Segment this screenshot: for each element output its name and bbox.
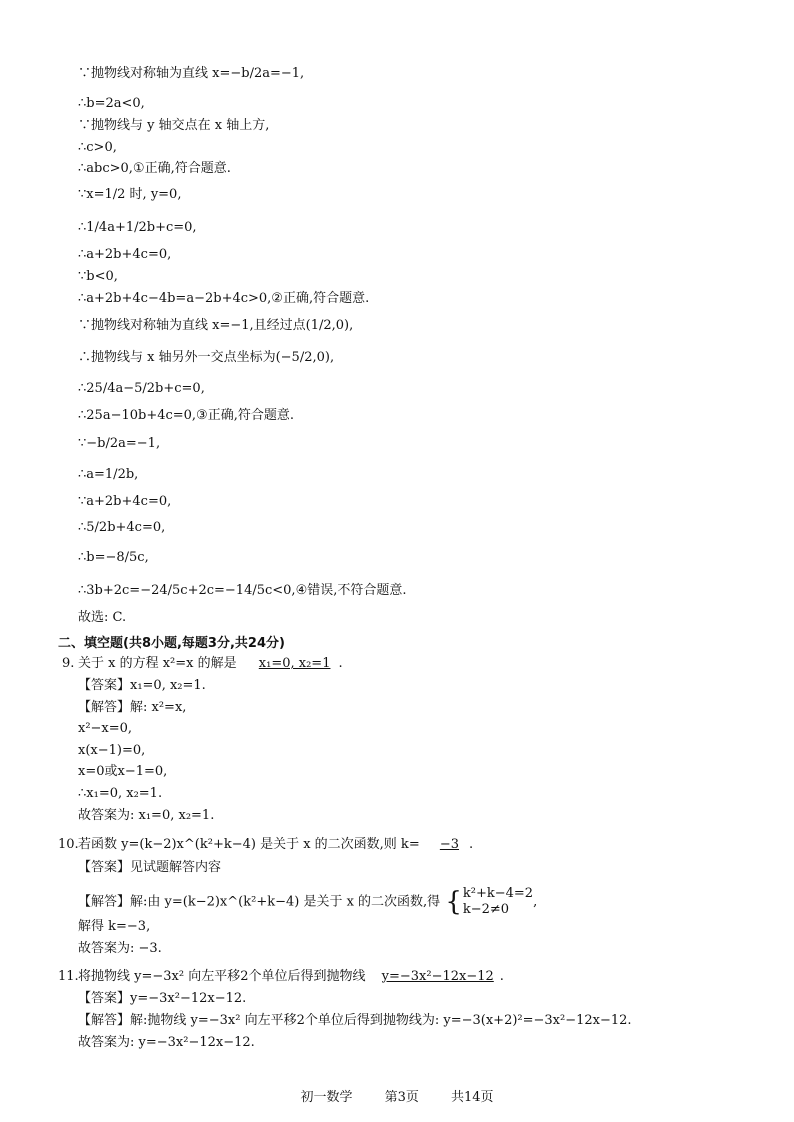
question-11-blank: y=−3x²−12x−12 [381,969,494,984]
solution-line-10: ∴a+2b+4c−4b=a−2b+4c>0,②正确,符合题意. [78,291,370,306]
system-equation-2: k−2≠0 [462,902,510,917]
question-11-answer: 【答案】y=−3x²−12x−12. [78,991,247,1006]
question-9-stem: 关于 x 的方程 x²=x 的解是 x₁=0, x₂=1 . [78,656,343,671]
section-title: 二、填空题(共8小题,每题3分,共24分) [58,636,285,651]
solution-line-13: ∴25/4a−5/2b+c=0, [78,381,205,396]
question-10-solution-1: 【解答】解:由 y=(k−2)x^(k²+k−4) 是关于 x 的二次函数,得 { k²+k−4=2 k−2≠0 , [78,886,538,917]
question-11-number: 11. [58,969,79,984]
footer-page: 第3页 [384,1090,419,1105]
solution-line-1: ∵抛物线对称轴为直线 x=−b/2a=−1, [78,66,305,81]
question-10-number: 10. [58,837,79,852]
question-9-solution-1: 【解答】解: x²=x, [78,700,187,715]
question-10-answer: 【答案】见试题解答内容 [78,860,222,875]
system-equation-1: k²+k−4=2 [462,886,534,901]
question-11-solution-1: 【解答】解:抛物线 y=−3x² 向左平移2个单位后得到抛物线为: y=−3(x+2)²=−3x²−12x−12. [78,1013,632,1028]
page-footer [0,1086,794,1105]
solution-line-19: ∴b=−8/5c, [78,550,149,565]
solution-line-2: ∴b=2a<0, [78,96,145,111]
solution-line-12: ∴抛物线与 x 轴另外一交点坐标为(−5/2,0), [78,350,335,365]
question-10-solution-3: 故答案为: −3. [78,941,162,956]
question-9-answer: 【答案】x₁=0, x₂=1. [78,678,206,693]
solution-line-3: ∵抛物线与 y 轴交点在 x 轴上方, [78,118,270,133]
question-9-number: 9. [62,656,75,671]
question-10-stem: 若函数 y=(k−2)x^(k²+k−4) 是关于 x 的二次函数,则 k= −3 . [78,837,474,852]
solution-line-11: ∵抛物线对称轴为直线 x=−1,且经过点(1/2,0), [78,318,354,333]
solution-line-8: ∴a+2b+4c=0, [78,247,172,262]
question-9-text: 关于 x 的方程 x²=x 的解是 [78,656,237,671]
brace-glyph: { [445,887,462,917]
question-11-solution-2: 故答案为: y=−3x²−12x−12. [78,1035,255,1050]
question-11-text: 将抛物线 y=−3x² 向左平移2个单位后得到抛物线 [78,969,366,984]
solution-line-15: ∵−b/2a=−1, [78,436,161,451]
solution-line-5: ∴abc>0,①正确,符合题意. [78,161,231,176]
question-10-solution-text: 【解答】解:由 y=(k−2)x^(k²+k−4) 是关于 x 的二次函数,得 [78,894,441,910]
question-9-blank: x₁=0, x₂=1 [258,656,331,671]
solution-line-18: ∴5/2b+4c=0, [78,520,166,535]
solution-line-14: ∴25a−10b+4c=0,③正确,符合题意. [78,408,294,423]
footer-subject: 初一数学 [300,1090,353,1105]
solution-line-21: 故选: C. [78,610,127,625]
question-9-solution-5: ∴x₁=0, x₂=1. [78,786,163,801]
solution-line-16: ∴a=1/2b, [78,467,139,482]
question-9-solution-3: x(x−1)=0, [78,743,146,758]
question-10-blank: −3 [439,837,460,852]
question-10-text: 若函数 y=(k−2)x^(k²+k−4) 是关于 x 的二次函数,则 k= [78,837,420,852]
solution-line-17: ∵a+2b+4c=0, [78,494,172,509]
question-9-solution-6: 故答案为: x₁=0, x₂=1. [78,808,215,823]
question-9-solution-2: x²−x=0, [78,721,133,736]
solution-line-4: ∴c>0, [78,140,117,155]
solution-line-20: ∴3b+2c=−24/5c+2c=−14/5c<0,④错误,不符合题意. [78,583,407,598]
solution-line-6: ∵x=1/2 时, y=0, [78,187,182,202]
question-10-solution-2: 解得 k=−3, [78,919,151,934]
footer-total: 共14页 [451,1090,494,1105]
solution-line-7: ∴1/4a+1/2b+c=0, [78,220,197,235]
solution-line-9: ∵b<0, [78,269,118,284]
question-9-solution-4: x=0或x−1=0, [78,764,168,779]
question-11-stem: 将抛物线 y=−3x² 向左平移2个单位后得到抛物线 y=−3x²−12x−12 . [78,969,504,984]
